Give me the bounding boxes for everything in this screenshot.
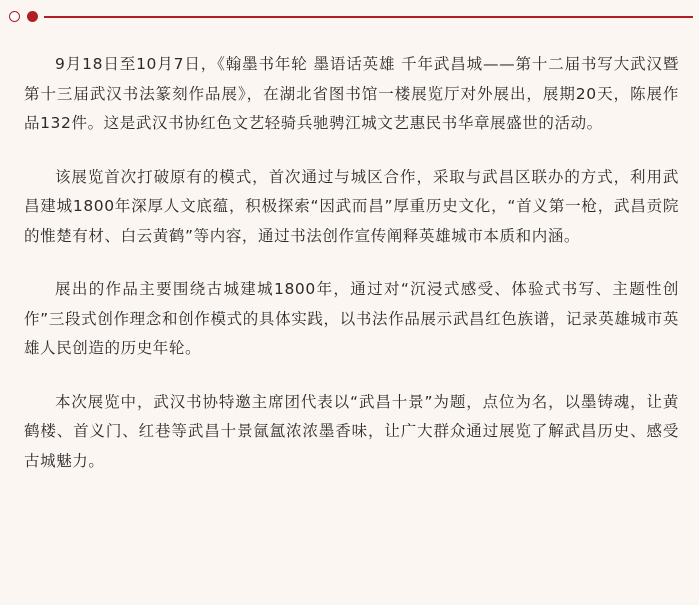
article-body <box>24 50 679 500</box>
paragraph-2: 该展览首次打破原有的模式，首次通过与城区合作，采取与武昌区联办的方式，利用武昌建城1800年深厚人文底蕴，积极探索“因武而昌”厚重历史文化，“首义第一枪，武昌贡院的惟楚有材、白云黄鹤”等内容，通过书法创作宣传阐释英雄城市本质和内涵。 <box>24 167 679 245</box>
filled-circle-icon <box>27 11 38 22</box>
divider-line <box>44 16 693 18</box>
paragraph-1: 9月18日至10月7日，《翰墨书年轮 墨语话英雄 千年武昌城——第十二届书写大武汉暨第十三届武汉书法篆刻作品展》，在湖北省图书馆一楼展览厅对外展出，展期20天，陈展作品132件。这是武汉书协红色文艺轻骑兵驰骋江城文艺惠民书华章展盛世的活动。 <box>24 55 679 132</box>
header-divider <box>0 0 699 34</box>
hollow-circle-icon <box>9 11 20 22</box>
paragraph-4: 本次展览中，武汉书协特邀主席团代表以“武昌十景”为题，点位为名，以墨铸魂，让黄鹤楼、首义门、红巷等武昌十景氤氲浓浓墨香味，让广大群众通过展览了解武昌历史、感受古城魅力。 <box>24 392 679 470</box>
paragraph-3: 展出的作品主要围绕古城建城1800年，通过对“沉浸式感受、体验式书写、主题性创作”三段式创作理念和创作模式的具体实践，以书法作品展示武昌红色族谱，记录英雄城市英雄人民创造的历史年轮。 <box>24 280 679 357</box>
